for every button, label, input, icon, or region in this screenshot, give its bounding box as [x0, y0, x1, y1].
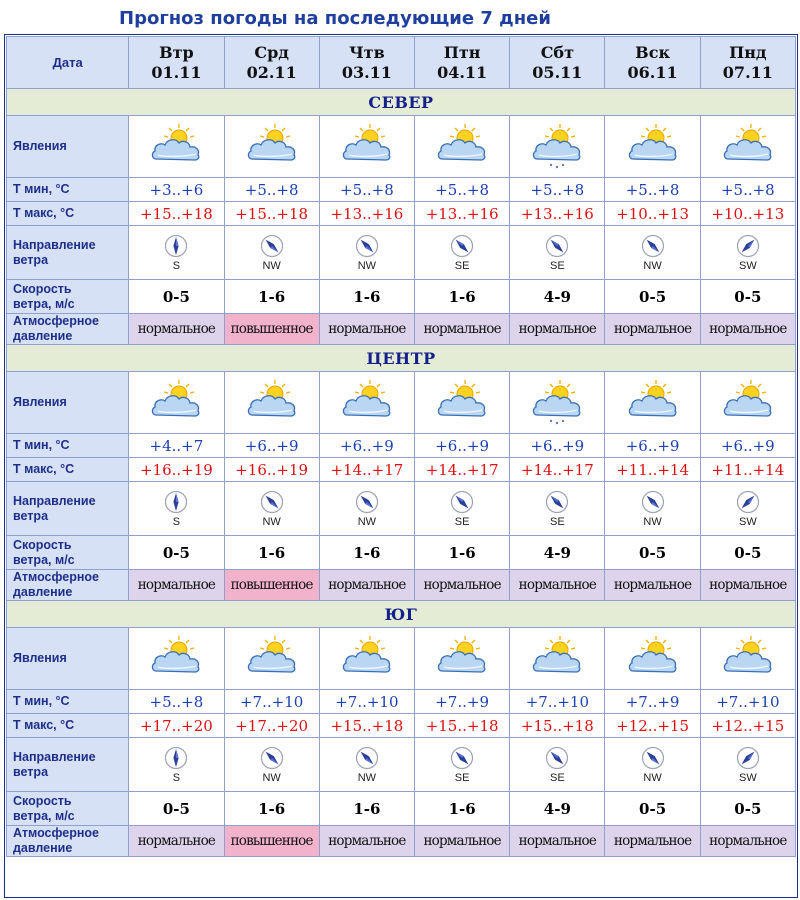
phenomena-label-text: Явления [13, 395, 67, 409]
wind-speed-label [7, 536, 128, 569]
wind-speed-value: 0-5 [129, 280, 223, 313]
weather-cell [605, 372, 699, 433]
wind-speed-value: 1-6 [225, 792, 319, 825]
wind-direction-cell [510, 482, 604, 535]
pressure-normal-value: нормальное [605, 570, 699, 600]
day-name: Втр [159, 42, 194, 62]
day-name: Вск [635, 42, 670, 62]
day-header [320, 37, 414, 88]
wind-direction-value: SE [550, 772, 565, 784]
phenomena-label-text: Явления [13, 651, 67, 665]
partly-cloudy-icon [129, 635, 223, 683]
region-title: ЦЕНТР [7, 345, 795, 371]
wind-direction-cell [320, 738, 414, 791]
tmax-value: +11..+14 [605, 458, 699, 481]
tmin-label-text: Т мин, °С [13, 694, 70, 708]
phenomena-row [7, 116, 795, 177]
partly-cloudy-icon [129, 123, 223, 171]
pressure-normal-value: нормальное [510, 314, 604, 344]
tmax-row [7, 458, 795, 481]
wind-direction-value: NW [357, 260, 377, 272]
wind-speed-label-text-2: ветра, м/с [13, 808, 75, 823]
wind-speed-label [7, 280, 128, 313]
compass-arrow-icon [605, 490, 699, 514]
weather-cell [129, 628, 223, 689]
wind-direction-cell [415, 738, 509, 791]
wind-direction-row [7, 738, 795, 791]
partly-cloudy-icon [320, 379, 414, 427]
wind-direction-row [7, 226, 795, 279]
pressure-normal-value: нормальное [415, 314, 509, 344]
tmax-value: +15..+18 [129, 202, 223, 225]
tmin-row [7, 178, 795, 201]
wind-speed-value: 1-6 [415, 792, 509, 825]
pressure-label-text: Атмосферное [13, 314, 99, 328]
pressure-normal-value: нормальное [415, 826, 509, 856]
pressure-normal-value: нормальное [320, 826, 414, 856]
cloudy-drizzle-icon [510, 123, 604, 171]
pressure-normal-value: нормальное [605, 826, 699, 856]
tmax-value: +16..+19 [129, 458, 223, 481]
day-header [129, 37, 223, 88]
wind-speed-label [7, 792, 128, 825]
wind-speed-label-text: Скорость [13, 537, 72, 552]
wind-speed-row [7, 536, 795, 569]
wind-speed-value: 1-6 [415, 280, 509, 313]
tmax-value: +15..+18 [225, 202, 319, 225]
tmin-value: +6..+9 [415, 434, 509, 457]
wind-speed-value: 1-6 [225, 280, 319, 313]
date-label-text: Дата [52, 55, 83, 70]
wind-speed-value: 1-6 [320, 280, 414, 313]
day-date: 07.11 [722, 62, 773, 82]
pressure-normal-value: нормальное [129, 570, 223, 600]
wind-direction-cell [510, 226, 604, 279]
partly-cloudy-icon [225, 635, 319, 683]
wind-speed-label-text: Скорость [13, 793, 72, 808]
phenomena-label [7, 116, 128, 177]
wind-direction-value: SW [738, 772, 757, 784]
pressure-normal-value: нормальное [129, 314, 223, 344]
partly-cloudy-icon [225, 123, 319, 171]
tmax-value: +17..+20 [129, 714, 223, 737]
wind-direction-cell [225, 738, 319, 791]
pressure-normal-value: нормальное [510, 826, 604, 856]
tmax-label-text: Т макс, °С [13, 206, 75, 220]
compass-arrow-icon [701, 234, 795, 258]
wind-direction-label-text-2: ветра [13, 508, 49, 523]
weather-cell [701, 628, 795, 689]
compass-arrow-icon [415, 234, 509, 258]
wind-speed-value: 0-5 [129, 792, 223, 825]
wind-direction-cell [415, 482, 509, 535]
day-header [415, 37, 509, 88]
tmin-value: +6..+9 [320, 434, 414, 457]
phenomena-row [7, 372, 795, 433]
weather-cell [225, 628, 319, 689]
wind-direction-cell [701, 738, 795, 791]
compass-arrow-icon [320, 234, 414, 258]
tmin-value: +5..+8 [510, 178, 604, 201]
tmin-value: +5..+8 [415, 178, 509, 201]
wind-direction-label-text-2: ветра [13, 764, 49, 779]
tmax-value: +14..+17 [415, 458, 509, 481]
weather-cell [510, 628, 604, 689]
tmax-value: +12..+15 [701, 714, 795, 737]
wind-speed-label-text: Скорость [13, 281, 72, 296]
compass-arrow-icon [415, 490, 509, 514]
compass-arrow-icon [701, 490, 795, 514]
pressure-normal-value: нормальное [701, 826, 795, 856]
wind-direction-cell [510, 738, 604, 791]
weather-cell [605, 628, 699, 689]
tmax-value: +13..+16 [320, 202, 414, 225]
pressure-row [7, 570, 795, 600]
pressure-label [7, 314, 128, 344]
tmin-label [7, 434, 128, 457]
tmin-value: +6..+9 [225, 434, 319, 457]
wind-direction-value: NW [643, 260, 662, 272]
weather-cell [701, 372, 795, 433]
weather-cell [605, 116, 699, 177]
tmax-value: +14..+17 [320, 458, 414, 481]
tmin-value: +7..+10 [510, 690, 604, 713]
wind-direction-row [7, 482, 795, 535]
region-row [7, 601, 795, 627]
weather-cell [225, 372, 319, 433]
tmax-value: +12..+15 [605, 714, 699, 737]
weather-cell [510, 372, 604, 433]
tmin-value: +7..+10 [320, 690, 414, 713]
wind-direction-value: SE [454, 772, 470, 784]
tmax-value: +17..+20 [225, 714, 319, 737]
pressure-normal-value: нормальное [605, 314, 699, 344]
partly-cloudy-icon [320, 123, 414, 171]
day-name: Пнд [729, 42, 767, 62]
tmin-label-text: Т мин, °С [13, 182, 70, 196]
wind-direction-cell [225, 482, 319, 535]
day-date: 03.11 [341, 62, 392, 82]
wind-direction-value: SW [738, 260, 757, 272]
partly-cloudy-icon [415, 379, 509, 427]
wind-speed-row [7, 792, 795, 825]
wind-speed-value: 0-5 [701, 792, 795, 825]
tmax-value: +15..+18 [415, 714, 509, 737]
wind-direction-value: SE [550, 260, 565, 272]
wind-direction-value: SW [738, 516, 757, 528]
wind-direction-value: NW [262, 772, 281, 784]
partly-cloudy-icon [510, 635, 604, 683]
weather-cell [320, 372, 414, 433]
partly-cloudy-icon [605, 379, 699, 427]
tmin-label [7, 178, 128, 201]
day-date: 02.11 [246, 62, 297, 82]
tmin-row [7, 434, 795, 457]
wind-direction-label-text: Направление [13, 749, 96, 764]
wind-direction-cell [129, 482, 223, 535]
wind-speed-value: 4-9 [510, 280, 604, 313]
partly-cloudy-icon [320, 635, 414, 683]
tmin-value: +7..+10 [701, 690, 795, 713]
tmax-label-text: Т макс, °С [13, 718, 75, 732]
wind-speed-value: 0-5 [605, 536, 699, 569]
tmax-row [7, 202, 795, 225]
compass-arrow-icon [225, 490, 319, 514]
tmin-value: +7..+9 [415, 690, 509, 713]
tmin-value: +7..+9 [605, 690, 699, 713]
wind-direction-cell [605, 482, 699, 535]
weather-cell [701, 116, 795, 177]
day-name: Срд [254, 42, 289, 62]
weather-cell [415, 372, 509, 433]
forecast-frame [4, 34, 798, 898]
compass-arrow-icon [129, 234, 223, 258]
wind-direction-cell [605, 226, 699, 279]
pressure-label-text: Атмосферное [13, 570, 99, 584]
wind-direction-value: NW [357, 772, 377, 784]
compass-arrow-icon [510, 234, 604, 258]
tmax-value: +13..+16 [415, 202, 509, 225]
phenomena-row [7, 628, 795, 689]
day-date: 05.11 [532, 62, 583, 82]
pressure-label-text-2: давление [13, 841, 73, 855]
pressure-high-value: повышенное [225, 826, 319, 856]
compass-arrow-icon [129, 490, 223, 514]
wind-direction-value: SE [454, 260, 470, 272]
wind-direction-value: S [172, 772, 181, 784]
wind-speed-value: 0-5 [605, 280, 699, 313]
compass-arrow-icon [605, 746, 699, 770]
pressure-normal-value: нормальное [701, 314, 795, 344]
pressure-label [7, 570, 128, 600]
wind-direction-label [7, 226, 128, 279]
tmax-value: +14..+17 [510, 458, 604, 481]
wind-speed-row [7, 280, 795, 313]
partly-cloudy-icon [701, 123, 795, 171]
compass-arrow-icon [225, 234, 319, 258]
day-name: Чтв [349, 42, 385, 62]
wind-speed-label-text-2: ветра, м/с [13, 296, 75, 311]
cloudy-drizzle-icon [510, 379, 604, 427]
pressure-label-text-2: давление [13, 585, 73, 599]
compass-arrow-icon [320, 746, 414, 770]
partly-cloudy-icon [701, 379, 795, 427]
partly-cloudy-icon [701, 635, 795, 683]
region-row [7, 345, 795, 371]
wind-direction-cell [225, 226, 319, 279]
day-name: Птн [443, 42, 481, 62]
tmin-value: +5..+8 [701, 178, 795, 201]
day-name: Сбт [540, 42, 575, 62]
tmin-value: +6..+9 [605, 434, 699, 457]
day-header [605, 37, 699, 88]
pressure-label-text: Атмосферное [13, 826, 99, 840]
wind-speed-value: 0-5 [701, 280, 795, 313]
compass-arrow-icon [605, 234, 699, 258]
tmax-label [7, 458, 128, 481]
header-row [7, 37, 795, 88]
compass-arrow-icon [510, 746, 604, 770]
wind-direction-value: NW [262, 516, 281, 528]
wind-speed-value: 1-6 [415, 536, 509, 569]
tmin-row [7, 690, 795, 713]
weather-cell [415, 628, 509, 689]
tmax-value: +10..+13 [701, 202, 795, 225]
wind-direction-label-text: Направление [13, 493, 96, 508]
wind-direction-label-text: Направление [13, 237, 96, 252]
tmax-value: +11..+14 [701, 458, 795, 481]
weather-cell [320, 628, 414, 689]
tmin-label-text: Т мин, °С [13, 438, 70, 452]
wind-direction-cell [701, 226, 795, 279]
wind-direction-value: S [172, 260, 181, 272]
wind-direction-value: SE [550, 516, 565, 528]
weather-cell [129, 116, 223, 177]
pressure-normal-value: нормальное [129, 826, 223, 856]
pressure-row [7, 826, 795, 856]
tmax-value: +16..+19 [225, 458, 319, 481]
day-header [225, 37, 319, 88]
pressure-normal-value: нормальное [320, 570, 414, 600]
partly-cloudy-icon [415, 635, 509, 683]
wind-speed-value: 1-6 [320, 536, 414, 569]
wind-direction-value: NW [643, 516, 662, 528]
pressure-normal-value: нормальное [415, 570, 509, 600]
tmax-value: +10..+13 [605, 202, 699, 225]
day-date: 06.11 [627, 62, 678, 82]
wind-speed-value: 0-5 [605, 792, 699, 825]
pressure-normal-value: нормальное [510, 570, 604, 600]
wind-direction-cell [320, 482, 414, 535]
day-header [701, 37, 795, 88]
day-date: 04.11 [437, 62, 488, 82]
region-row [7, 89, 795, 115]
phenomena-label [7, 628, 128, 689]
weather-cell [415, 116, 509, 177]
wind-direction-value: S [172, 516, 181, 528]
tmin-value: +5..+8 [605, 178, 699, 201]
weather-cell [225, 116, 319, 177]
compass-arrow-icon [320, 490, 414, 514]
wind-speed-value: 0-5 [701, 536, 795, 569]
phenomena-label-text: Явления [13, 139, 67, 153]
partly-cloudy-icon [129, 379, 223, 427]
tmin-value: +5..+8 [129, 690, 223, 713]
weather-cell [320, 116, 414, 177]
wind-direction-cell [320, 226, 414, 279]
weather-cell [129, 372, 223, 433]
tmax-label-text: Т макс, °С [13, 462, 75, 476]
wind-direction-cell [415, 226, 509, 279]
tmax-label [7, 714, 128, 737]
pressure-row [7, 314, 795, 344]
partly-cloudy-icon [225, 379, 319, 427]
compass-arrow-icon [225, 746, 319, 770]
wind-speed-value: 1-6 [225, 536, 319, 569]
wind-speed-value: 4-9 [510, 536, 604, 569]
wind-direction-label-text-2: ветра [13, 252, 49, 267]
region-title: ЮГ [7, 601, 795, 627]
wind-direction-cell [605, 738, 699, 791]
compass-arrow-icon [701, 746, 795, 770]
wind-direction-value: SE [454, 516, 470, 528]
pressure-normal-value: нормальное [320, 314, 414, 344]
tmax-label [7, 202, 128, 225]
tmin-value: +7..+10 [225, 690, 319, 713]
pressure-high-value: повышенное [225, 314, 319, 344]
pressure-label-text-2: давление [13, 329, 73, 343]
tmin-value: +6..+9 [510, 434, 604, 457]
date-label [7, 37, 128, 88]
tmin-value: +5..+8 [320, 178, 414, 201]
wind-direction-cell [129, 738, 223, 791]
pressure-high-value: повышенное [225, 570, 319, 600]
pressure-label [7, 826, 128, 856]
wind-speed-value: 4-9 [510, 792, 604, 825]
partly-cloudy-icon [415, 123, 509, 171]
tmax-value: +13..+16 [510, 202, 604, 225]
partly-cloudy-icon [605, 635, 699, 683]
wind-direction-value: NW [357, 516, 377, 528]
partly-cloudy-icon [605, 123, 699, 171]
wind-direction-label [7, 738, 128, 791]
tmax-value: +15..+18 [510, 714, 604, 737]
wind-speed-value: 1-6 [320, 792, 414, 825]
wind-direction-cell [129, 226, 223, 279]
tmin-label [7, 690, 128, 713]
wind-direction-cell [701, 482, 795, 535]
day-header [510, 37, 604, 88]
compass-arrow-icon [129, 746, 223, 770]
tmin-value: +3..+6 [129, 178, 223, 201]
tmax-row [7, 714, 795, 737]
pressure-normal-value: нормальное [701, 570, 795, 600]
compass-arrow-icon [415, 746, 509, 770]
wind-direction-value: NW [643, 772, 662, 784]
weather-cell [510, 116, 604, 177]
tmin-value: +4..+7 [129, 434, 223, 457]
page-title: Прогноз погоды на последующие 7 дней [119, 8, 551, 29]
phenomena-label [7, 372, 128, 433]
day-date: 01.11 [151, 62, 202, 82]
wind-direction-label [7, 482, 128, 535]
tmin-value: +5..+8 [225, 178, 319, 201]
wind-direction-value: NW [262, 260, 281, 272]
wind-speed-label-text-2: ветра, м/с [13, 552, 75, 567]
forecast-table [6, 36, 796, 857]
wind-speed-value: 0-5 [129, 536, 223, 569]
compass-arrow-icon [510, 490, 604, 514]
region-title: СЕВЕР [7, 89, 795, 115]
tmax-value: +15..+18 [320, 714, 414, 737]
tmin-value: +6..+9 [701, 434, 795, 457]
